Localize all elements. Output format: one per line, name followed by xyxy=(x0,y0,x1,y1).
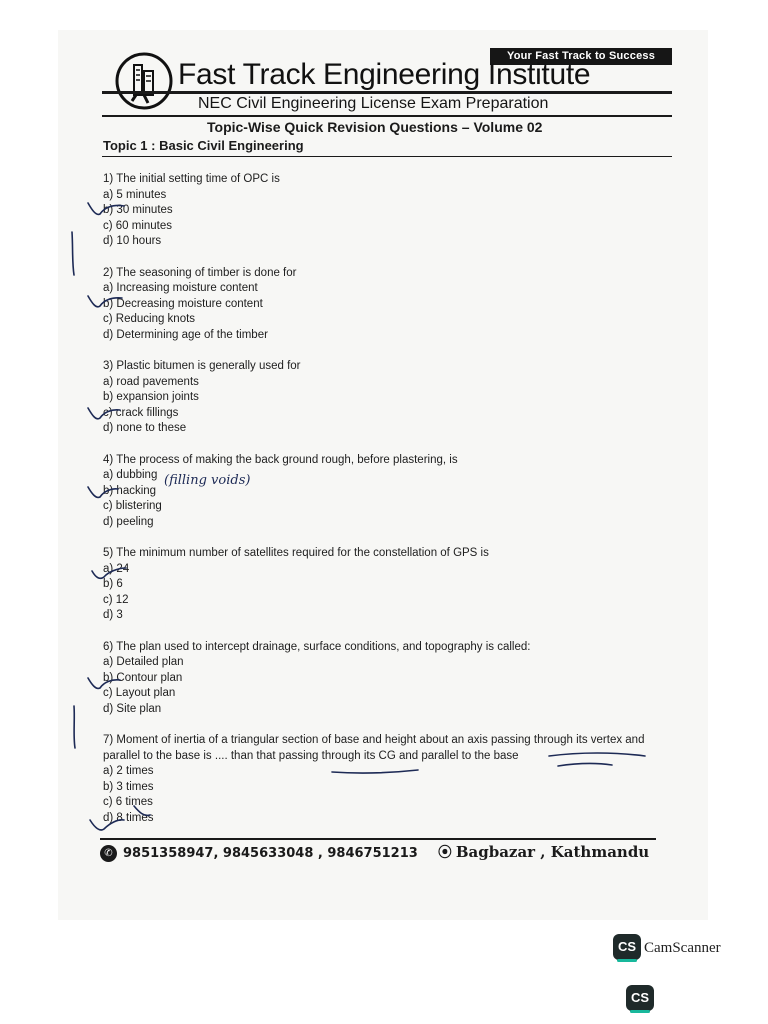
option: b) Contour plan xyxy=(103,671,183,684)
question-4 xyxy=(103,453,683,531)
option: a) dubbing xyxy=(103,469,158,481)
topic-rule xyxy=(102,156,672,157)
option: b) 30 minutes xyxy=(103,204,173,216)
option: a) 2 times xyxy=(103,765,154,777)
contact-footer xyxy=(100,842,649,862)
topic-heading: Topic 1 : Basic Civil Engineering xyxy=(103,138,304,153)
option: d) 10 hours xyxy=(103,235,162,247)
building-logo-icon xyxy=(114,51,174,111)
question-6 xyxy=(103,640,683,718)
option: b) expansion joints xyxy=(103,391,199,403)
option: a) Increasing moisture content xyxy=(103,282,258,294)
option: a) 24 xyxy=(103,562,130,575)
phone-icon: ✆ xyxy=(100,845,117,862)
option: b) 6 xyxy=(103,578,123,590)
question-3 xyxy=(103,359,683,437)
tagline-banner: Your Fast Track to Success xyxy=(490,48,672,65)
option: a) 5 minutes xyxy=(103,188,167,201)
option: c) 12 xyxy=(103,593,129,606)
option: b) hacking xyxy=(103,484,157,497)
address: Bagbazar , Kathmandu xyxy=(455,843,650,861)
question-stem: 5) The minimum number of satellites required for the constellation of GPS is xyxy=(103,547,489,559)
exam-subtitle: NEC Civil Engineering License Exam Preparation xyxy=(198,95,549,112)
option: d) Determining age of the timber xyxy=(103,328,268,341)
option: a) Detailed plan xyxy=(103,656,184,668)
question-stem: 3) Plastic bitumen is generally used for xyxy=(103,360,301,372)
option: d) peeling xyxy=(103,515,154,528)
header-rule xyxy=(102,91,672,94)
option: c) crack fillings xyxy=(103,406,179,419)
handwritten-note: (filling voids) xyxy=(164,473,251,488)
question-stem: 4) The process of making the back ground rough, before plastering, is xyxy=(103,453,458,466)
option: c) Layout plan xyxy=(103,687,176,699)
question-5 xyxy=(103,546,683,624)
institute-name: Fast Track Engineering Institute xyxy=(178,58,591,91)
option: b) Decreasing moisture content xyxy=(103,297,263,310)
option: a) road pavements xyxy=(103,375,199,388)
phone-numbers: 9851358947, 9845633048 , 9846751213 xyxy=(123,846,418,861)
question-1 xyxy=(103,172,683,250)
camscanner-icon: CS xyxy=(626,985,654,1011)
question-stem: 6) The plan used to intercept drainage, surface conditions, and topography is called: xyxy=(103,640,531,653)
option: c) blistering xyxy=(103,500,162,512)
question-stem: 7) Moment of inertia of a triangular section of base and height about an axis passing through its vertex and parallel to the base is .... than that passing through its CG and parallel to the base xyxy=(103,734,645,762)
document-title: Topic-Wise Quick Revision Questions – Volume 02 xyxy=(207,119,543,135)
option: c) 60 minutes xyxy=(103,219,173,232)
question-2 xyxy=(103,266,683,344)
subtitle-rule xyxy=(102,115,672,117)
option: d) 3 xyxy=(103,609,123,621)
question-stem: 2) The seasoning of timber is done for xyxy=(103,266,297,279)
question-stem: 1) The initial setting time of OPC is xyxy=(103,173,280,185)
option: d) 8 times xyxy=(103,811,154,824)
camscanner-label: CamScanner xyxy=(644,940,721,956)
footer-rule xyxy=(100,838,656,840)
option: d) none to these xyxy=(103,422,187,434)
location-pin-icon: ⦿ xyxy=(437,845,452,861)
option: d) Site plan xyxy=(103,702,162,715)
option: c) Reducing knots xyxy=(103,313,196,325)
option: c) 6 times xyxy=(103,796,153,808)
camscanner-icon: CS xyxy=(613,934,641,960)
question-7 xyxy=(103,733,683,826)
question-list xyxy=(103,172,683,842)
option: b) 3 times xyxy=(103,780,154,793)
